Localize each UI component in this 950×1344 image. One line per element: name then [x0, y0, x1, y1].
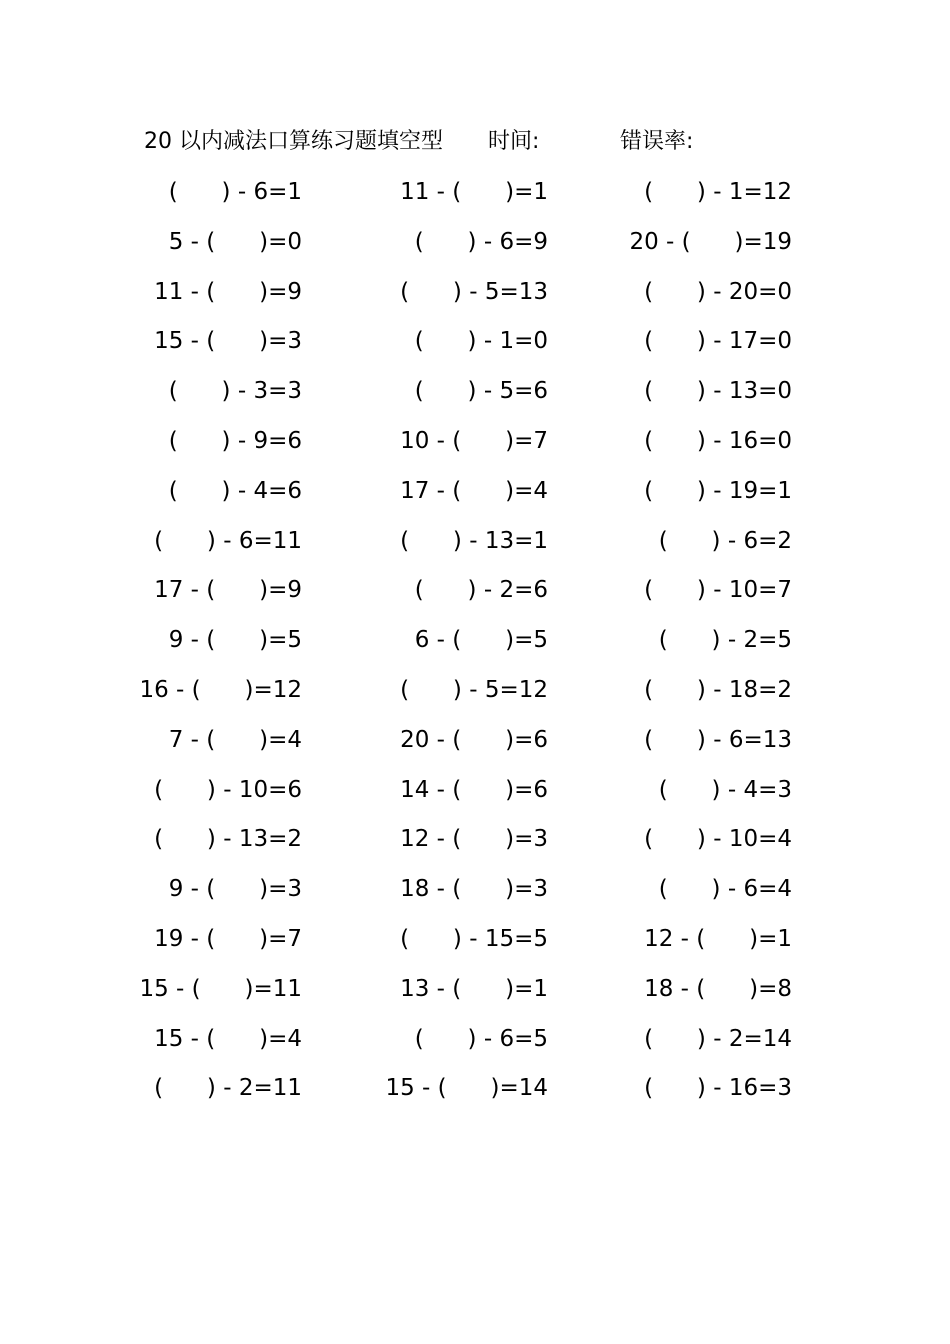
problem-row	[0, 172, 950, 222]
problem: 9 - ( )=3	[168, 876, 302, 903]
problem-row	[0, 819, 950, 869]
problem-row	[0, 222, 950, 272]
problem-row	[0, 371, 950, 421]
problem: 12 - ( )=3	[400, 826, 548, 853]
problem: ( ) - 18=2	[644, 676, 792, 703]
problem: 18 - ( )=8	[644, 975, 792, 1002]
problem: ( ) - 16=0	[644, 427, 792, 454]
problem: ( ) - 17=0	[644, 328, 792, 355]
problem: ( ) - 6=1	[168, 179, 302, 205]
time-label: 时间:	[488, 129, 540, 154]
problem: 20 - ( )=6	[400, 726, 548, 753]
problem-row	[0, 570, 950, 620]
problem: 13 - ( )=1	[400, 975, 548, 1002]
problem-row	[0, 321, 950, 371]
problem: 16 - ( )=12	[139, 676, 302, 703]
problem: 18 - ( )=3	[400, 876, 548, 903]
problem: ( ) - 6=11	[154, 527, 302, 554]
problem-row	[0, 670, 950, 720]
problem: 7 - ( )=4	[168, 726, 302, 753]
problem: ( ) - 1=12	[644, 179, 792, 205]
problem-row	[0, 919, 950, 969]
problem: ( ) - 5=6	[414, 378, 548, 405]
problem: ( ) - 5=12	[400, 676, 548, 703]
problem: ( ) - 1=0	[414, 328, 548, 355]
problem-row	[0, 869, 950, 919]
problem: ( ) - 10=4	[644, 826, 792, 853]
problem: ( ) - 2=5	[658, 627, 792, 654]
problem-row	[0, 272, 950, 322]
problem-row	[0, 521, 950, 571]
problem: ( ) - 2=11	[154, 1075, 302, 1102]
problem: 10 - ( )=7	[400, 427, 548, 454]
problem: 19 - ( )=7	[154, 925, 302, 952]
problem: ( ) - 20=0	[644, 278, 792, 305]
problem: ( ) - 5=13	[400, 278, 548, 305]
worksheet-title: 20 以内减法口算练习题填空型	[144, 129, 443, 154]
problem: ( ) - 19=1	[644, 477, 792, 504]
problem: 15 - ( )=11	[139, 975, 302, 1002]
problem: ( ) - 3=3	[168, 378, 302, 405]
problem-row	[0, 1019, 950, 1069]
problem-row	[0, 969, 950, 1019]
problem: 17 - ( )=4	[400, 477, 548, 504]
problem: ( ) - 6=9	[414, 228, 548, 255]
problem: 5 - ( )=0	[168, 228, 302, 255]
problem: 6 - ( )=5	[414, 627, 548, 654]
problem: ( ) - 6=4	[658, 876, 792, 903]
problem: ( ) - 13=0	[644, 378, 792, 405]
problem: ( ) - 9=6	[168, 427, 302, 454]
problem: ( ) - 10=6	[154, 776, 302, 803]
problem-row	[0, 720, 950, 770]
problem: ( ) - 16=3	[644, 1075, 792, 1102]
problem: 17 - ( )=9	[154, 577, 302, 604]
problem: 11 - ( )=9	[154, 278, 302, 305]
problem: ( ) - 4=3	[658, 776, 792, 803]
problem: ( ) - 2=14	[644, 1025, 792, 1052]
problem: ( ) - 2=6	[414, 577, 548, 604]
problem: ( ) - 13=2	[154, 826, 302, 853]
problem-row	[0, 421, 950, 471]
problem: 12 - ( )=1	[644, 925, 792, 952]
problem: 9 - ( )=5	[168, 627, 302, 654]
problem: ( ) - 15=5	[400, 925, 548, 952]
problem-row	[0, 1068, 950, 1118]
problem-row	[0, 471, 950, 521]
error-rate-label: 错误率:	[620, 129, 694, 154]
problem: ( ) - 4=6	[168, 477, 302, 504]
problem: 20 - ( )=19	[629, 228, 792, 255]
problem: ( ) - 6=2	[658, 527, 792, 554]
problem: 15 - ( )=14	[385, 1075, 548, 1102]
problem: 14 - ( )=6	[400, 776, 548, 803]
problem-row	[0, 770, 950, 820]
problem-grid	[0, 172, 950, 1118]
problem: ( ) - 6=5	[414, 1025, 548, 1052]
problem: ( ) - 13=1	[400, 527, 548, 554]
problem: ( ) - 6=13	[644, 726, 792, 753]
problem: 15 - ( )=3	[154, 328, 302, 355]
problem: 11 - ( )=1	[400, 179, 548, 205]
problem: ( ) - 10=7	[644, 577, 792, 604]
problem-row	[0, 620, 950, 670]
problem: 15 - ( )=4	[154, 1025, 302, 1052]
